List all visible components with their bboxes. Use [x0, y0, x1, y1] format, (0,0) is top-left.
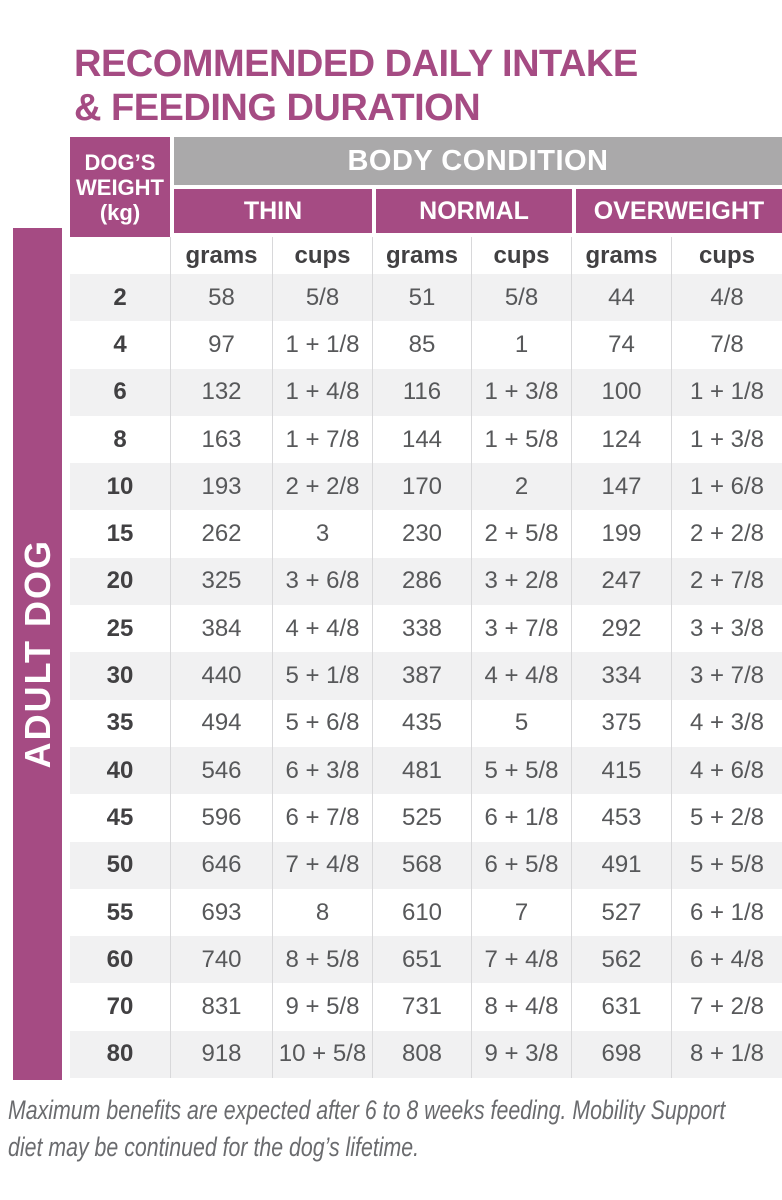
value-cell: 1 + 1/8 [671, 369, 782, 416]
value-cell: 562 [571, 936, 671, 983]
value-cell: 375 [571, 700, 671, 747]
condition-header-thin: THIN [174, 189, 372, 233]
value-cell: 1 + 4/8 [272, 369, 372, 416]
dogs-weight-header [70, 137, 170, 237]
value-cell: 1 + 1/8 [272, 321, 372, 368]
condition-header-normal: NORMAL [376, 189, 572, 233]
weight-cell: 35 [106, 709, 134, 737]
value-cell: 199 [571, 510, 671, 557]
value-cell: 808 [372, 1031, 471, 1078]
value-cell: 5 [471, 700, 571, 747]
weight-cell: 55 [106, 898, 134, 926]
value-cell: 5 + 5/8 [471, 747, 571, 794]
body-condition-header: BODY CONDITION [174, 137, 782, 185]
value-cell: 58 [170, 274, 272, 321]
value-cell: 453 [571, 794, 671, 841]
value-cell: 610 [372, 889, 471, 936]
blank-corner-cell [70, 237, 170, 274]
table-row [70, 936, 782, 983]
value-cell: 7/8 [671, 321, 782, 368]
value-cell: 8 + 5/8 [272, 936, 372, 983]
table-row [70, 652, 782, 699]
value-cell: 10 + 5/8 [272, 1031, 372, 1078]
weight-cell: 25 [106, 614, 134, 642]
value-cell: 5 + 1/8 [272, 652, 372, 699]
dogs-weight-header-line-1: DOG’S [84, 149, 156, 175]
value-cell: 596 [170, 794, 272, 841]
unit-header-grams-thin: grams [170, 237, 272, 274]
value-cell: 8 [272, 889, 372, 936]
value-cell: 3 + 7/8 [671, 652, 782, 699]
value-cell: 5 + 2/8 [671, 794, 782, 841]
unit-header-grams-normal: grams [372, 237, 471, 274]
weight-cell: 50 [106, 851, 134, 879]
value-cell: 3 + 7/8 [471, 605, 571, 652]
value-cell: 5/8 [272, 274, 372, 321]
weight-cell: 10 [106, 472, 134, 500]
value-cell: 3 + 6/8 [272, 558, 372, 605]
dogs-weight-header-line-2: WEIGHT [76, 174, 164, 200]
footnote-line-2: diet may be continued for the dog’s lifetime. [8, 1132, 420, 1162]
page-title [74, 42, 638, 130]
table-row [70, 1031, 782, 1078]
value-cell: 9 + 5/8 [272, 983, 372, 1030]
value-cell: 8 + 4/8 [471, 983, 571, 1030]
value-cell: 440 [170, 652, 272, 699]
value-cell: 494 [170, 700, 272, 747]
value-cell: 8 + 1/8 [671, 1031, 782, 1078]
value-cell: 4 + 4/8 [272, 605, 372, 652]
value-cell: 44 [571, 274, 671, 321]
weight-cell: 4 [113, 330, 127, 358]
value-cell: 918 [170, 1031, 272, 1078]
weight-cell: 45 [106, 803, 134, 831]
table-row [70, 510, 782, 557]
value-cell: 1 [471, 321, 571, 368]
value-cell: 1 + 3/8 [671, 416, 782, 463]
adult-dog-label: ADULT DOG [16, 539, 58, 769]
value-cell: 568 [372, 842, 471, 889]
value-cell: 731 [372, 983, 471, 1030]
value-cell: 6 + 1/8 [671, 889, 782, 936]
value-cell: 4 + 4/8 [471, 652, 571, 699]
value-cell: 124 [571, 416, 671, 463]
table-row [70, 842, 782, 889]
table-body [70, 274, 782, 1078]
table-row [70, 794, 782, 841]
dogs-weight-header-line-3: (kg) [99, 199, 141, 225]
value-cell: 546 [170, 747, 272, 794]
value-cell: 74 [571, 321, 671, 368]
table-row [70, 747, 782, 794]
unit-header-cups-thin: cups [272, 237, 372, 274]
value-cell: 325 [170, 558, 272, 605]
weight-cell: 60 [106, 945, 134, 973]
value-cell: 5 + 5/8 [671, 842, 782, 889]
value-cell: 1 + 5/8 [471, 416, 571, 463]
adult-dog-side-bar [13, 228, 62, 1080]
value-cell: 116 [372, 369, 471, 416]
value-cell: 435 [372, 700, 471, 747]
value-cell: 527 [571, 889, 671, 936]
value-cell: 163 [170, 416, 272, 463]
value-cell: 631 [571, 983, 671, 1030]
value-cell: 6 + 3/8 [272, 747, 372, 794]
value-cell: 144 [372, 416, 471, 463]
unit-header-grams-overweight: grams [571, 237, 671, 274]
value-cell: 262 [170, 510, 272, 557]
value-cell: 2 + 5/8 [471, 510, 571, 557]
value-cell: 7 [471, 889, 571, 936]
feeding-table [70, 237, 782, 1078]
value-cell: 286 [372, 558, 471, 605]
table-row [70, 605, 782, 652]
weight-cell: 40 [106, 756, 134, 784]
weight-cell: 15 [106, 520, 134, 548]
value-cell: 6 + 1/8 [471, 794, 571, 841]
value-cell: 415 [571, 747, 671, 794]
value-cell: 698 [571, 1031, 671, 1078]
value-cell: 491 [571, 842, 671, 889]
value-cell: 4/8 [671, 274, 782, 321]
value-cell: 525 [372, 794, 471, 841]
value-cell: 651 [372, 936, 471, 983]
table-row [70, 416, 782, 463]
weight-cell: 30 [106, 662, 134, 690]
value-cell: 170 [372, 463, 471, 510]
value-cell: 5/8 [471, 274, 571, 321]
value-cell: 6 + 7/8 [272, 794, 372, 841]
value-cell: 740 [170, 936, 272, 983]
value-cell: 100 [571, 369, 671, 416]
value-cell: 147 [571, 463, 671, 510]
condition-header-overweight: OVERWEIGHT [576, 189, 782, 233]
table-row [70, 369, 782, 416]
unit-header-cups-normal: cups [471, 237, 571, 274]
value-cell: 1 + 7/8 [272, 416, 372, 463]
value-cell: 2 [471, 463, 571, 510]
value-cell: 51 [372, 274, 471, 321]
table-row [70, 321, 782, 368]
value-cell: 387 [372, 652, 471, 699]
table-row [70, 700, 782, 747]
page-title-line-1: RECOMMENDED DAILY INTAKE [74, 43, 638, 85]
value-cell: 5 + 6/8 [272, 700, 372, 747]
footnote [8, 1092, 725, 1166]
value-cell: 9 + 3/8 [471, 1031, 571, 1078]
table-row [70, 274, 782, 321]
value-cell: 1 + 6/8 [671, 463, 782, 510]
table-row [70, 983, 782, 1030]
footnote-line-1: Maximum benefits are expected after 6 to 8 weeks feeding. Mobility Support [8, 1095, 726, 1125]
value-cell: 2 + 2/8 [272, 463, 372, 510]
value-cell: 247 [571, 558, 671, 605]
value-cell: 7 + 4/8 [471, 936, 571, 983]
value-cell: 1 + 3/8 [471, 369, 571, 416]
value-cell: 193 [170, 463, 272, 510]
page-title-line-2: & FEEDING DURATION [74, 87, 481, 129]
weight-cell: 6 [113, 378, 127, 406]
value-cell: 3 [272, 510, 372, 557]
value-cell: 292 [571, 605, 671, 652]
value-cell: 7 + 2/8 [671, 983, 782, 1030]
units-header-row [70, 237, 782, 274]
value-cell: 3 + 3/8 [671, 605, 782, 652]
value-cell: 384 [170, 605, 272, 652]
weight-cell: 80 [106, 1040, 134, 1068]
weight-cell: 8 [113, 425, 127, 453]
value-cell: 481 [372, 747, 471, 794]
weight-cell: 20 [106, 567, 134, 595]
table-row [70, 463, 782, 510]
value-cell: 693 [170, 889, 272, 936]
value-cell: 7 + 4/8 [272, 842, 372, 889]
value-cell: 334 [571, 652, 671, 699]
value-cell: 85 [372, 321, 471, 368]
value-cell: 230 [372, 510, 471, 557]
weight-cell: 2 [113, 283, 127, 311]
value-cell: 2 + 7/8 [671, 558, 782, 605]
unit-header-cups-overweight: cups [671, 237, 782, 274]
table-row [70, 889, 782, 936]
value-cell: 4 + 6/8 [671, 747, 782, 794]
table-row [70, 558, 782, 605]
value-cell: 3 + 2/8 [471, 558, 571, 605]
value-cell: 4 + 3/8 [671, 700, 782, 747]
value-cell: 132 [170, 369, 272, 416]
value-cell: 646 [170, 842, 272, 889]
value-cell: 6 + 5/8 [471, 842, 571, 889]
value-cell: 97 [170, 321, 272, 368]
value-cell: 338 [372, 605, 471, 652]
weight-cell: 70 [106, 993, 134, 1021]
value-cell: 2 + 2/8 [671, 510, 782, 557]
value-cell: 831 [170, 983, 272, 1030]
value-cell: 6 + 4/8 [671, 936, 782, 983]
